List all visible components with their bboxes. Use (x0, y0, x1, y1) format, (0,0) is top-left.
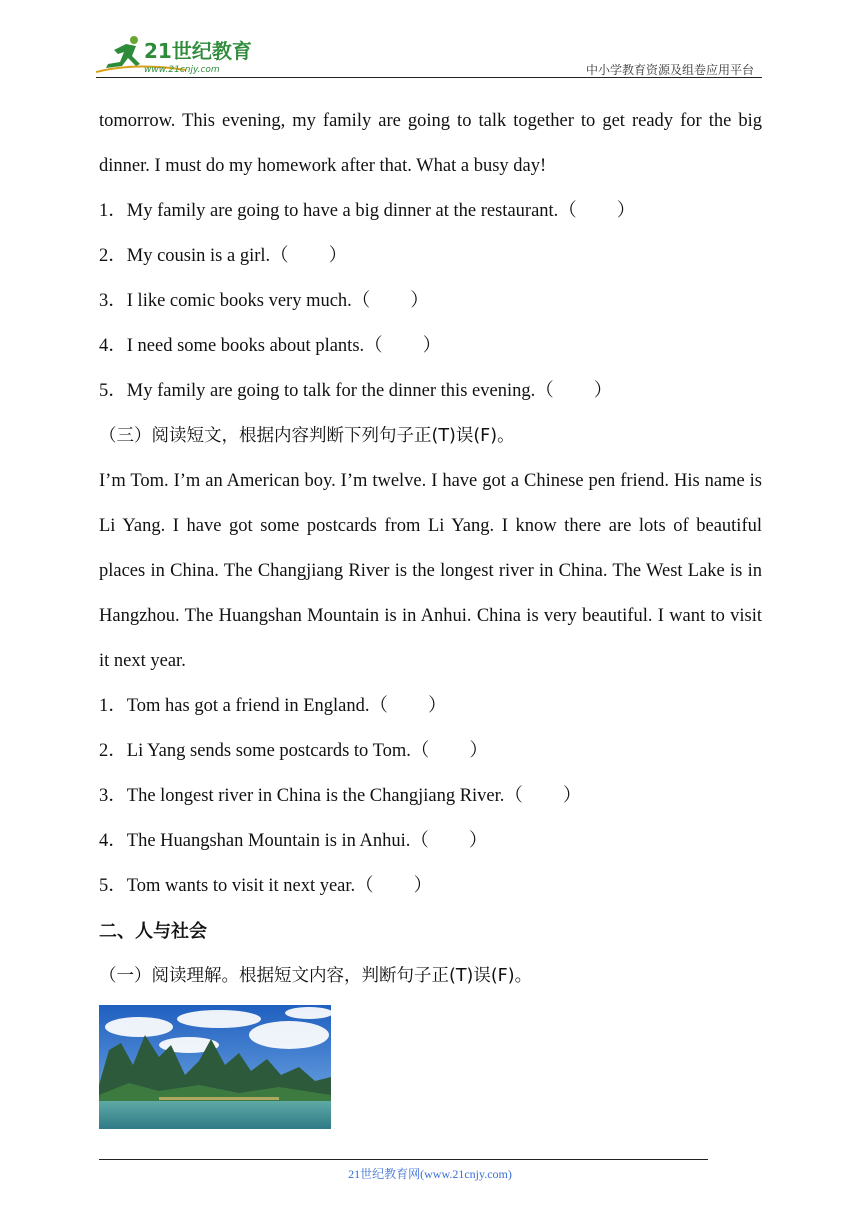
section-instruction: （一）阅读理解。根据短文内容，判断句子正(T)误(F)。 (99, 966, 533, 986)
site-logo (96, 34, 266, 78)
question-item: 2．My cousin is a girl.（ ） (99, 246, 348, 266)
question-item: 1．Tom has got a friend in England.（ ） (99, 696, 447, 716)
passage-continuation: tomorrow. This evening, my family are going to talk together to get ready for the big dinner. I must do my homework after that. What a busy day! (99, 111, 762, 176)
question-item: 4．The Huangshan Mountain is in Anhui.（ ） (99, 831, 488, 851)
landscape-photo (99, 1005, 331, 1129)
question-item: 3．I like comic books very much.（ ） (99, 291, 429, 311)
document-content (99, 99, 762, 999)
question-item: 4．I need some books about plants.（ ） (99, 336, 442, 356)
footer-text: 21世纪教育网(www.21cnjy.com) (348, 1167, 512, 1181)
svg-text:www.21cnjy.com: www.21cnjy.com (144, 65, 220, 75)
page-header (96, 34, 762, 78)
section-instruction: （三）阅读短文，根据内容判断下列句子正(T)误(F)。 (99, 426, 515, 446)
question-item: 2．Li Yang sends some postcards to Tom.（ ） (99, 741, 488, 761)
question-item: 5．My family are going to talk for the dinner this evening.（ ） (99, 381, 613, 401)
reading-passage: I’m Tom. I’m an American boy. I’m twelve. I have got a Chinese pen friend. His name is Li Yang. I have got some postcards from Li Yang. I know there are lots of beautiful places in China. The Changjiang River is the longest river in China. The West Lake is in Hangzhou. The Huangshan Mountain is in Anhui. China is very beautiful. I want to visit it next year. (99, 471, 762, 671)
svg-text:21世纪教育: 21世纪教育 (144, 39, 252, 63)
question-item: 5．Tom wants to visit it next year.（ ） (99, 876, 433, 896)
footer-divider (99, 1159, 708, 1160)
header-divider (96, 77, 762, 78)
question-item: 3．The longest river in China is the Changjiang River.（ ） (99, 786, 582, 806)
part-heading: 二、人与社会 (99, 921, 207, 942)
question-item: 1．My family are going to have a big dinner at the restaurant.（ ） (99, 201, 636, 221)
header-platform-text: 中小学教育资源及组卷应用平台 (585, 63, 754, 77)
